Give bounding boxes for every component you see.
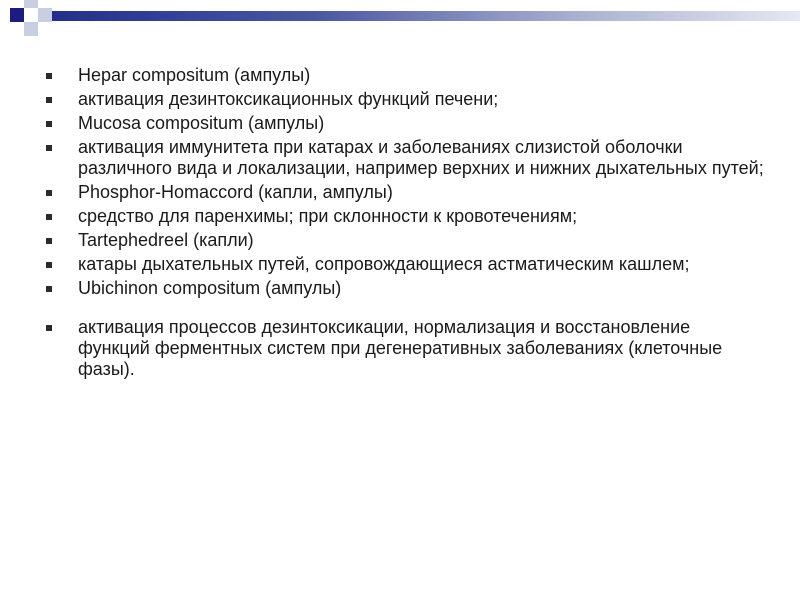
list-item — [44, 113, 764, 134]
list-item-text: Ubichinon compositum (ампулы) — [78, 278, 342, 298]
square-bullet-icon — [46, 190, 52, 196]
bullet-list — [44, 65, 764, 380]
list-item-text: катары дыхательных путей, сопровождающиеся астматическим кашлем; — [78, 254, 690, 274]
square-bullet-icon — [46, 73, 52, 79]
square-bullet-icon — [46, 97, 52, 103]
list-item-text: активация процессов дезинтоксикации, нормализация и восстановление функций ферментных систем при дегенеративных заболеваниях (клеточные фазы). — [78, 317, 723, 379]
square-bullet-icon — [46, 262, 52, 268]
list-item-text: активация иммунитета при катарах и заболеваниях слизистой оболочки различного вида и локализации, например верхних и нижних дыхательных путей; — [78, 137, 764, 178]
list-item-text: активация дезинтоксикационных функций печени; — [78, 89, 499, 109]
list-item — [44, 254, 764, 275]
square-bullet-icon — [46, 214, 52, 220]
slide-content — [44, 65, 764, 383]
list-item — [44, 65, 764, 86]
header-gradient-bar — [52, 11, 800, 21]
list-item — [44, 317, 764, 380]
decor-square — [38, 8, 52, 22]
square-bullet-icon — [46, 121, 52, 127]
header-decoration — [0, 0, 800, 50]
decor-square — [24, 22, 38, 36]
list-item — [44, 206, 764, 227]
square-bullet-icon — [46, 238, 52, 244]
square-bullet-icon — [46, 145, 52, 151]
list-item-text: Tartephedreel (капли) — [78, 230, 254, 250]
list-item — [44, 278, 764, 299]
list-item — [44, 182, 764, 203]
list-item — [44, 137, 764, 179]
list-item-text: Mucosa compositum (ампулы) — [78, 113, 325, 133]
list-item-text: Hepar compositum (ампулы) — [78, 65, 311, 85]
list-item-text: средство для паренхимы; при склонности к кровотечениям; — [78, 206, 578, 226]
decor-square — [10, 8, 24, 22]
square-bullet-icon — [46, 286, 52, 292]
list-item — [44, 230, 764, 251]
list-item-text: Phosphor-Homaccord (капли, ампулы) — [78, 182, 393, 202]
decor-square — [24, 8, 38, 22]
list-item — [44, 89, 764, 110]
square-bullet-icon — [46, 325, 52, 331]
